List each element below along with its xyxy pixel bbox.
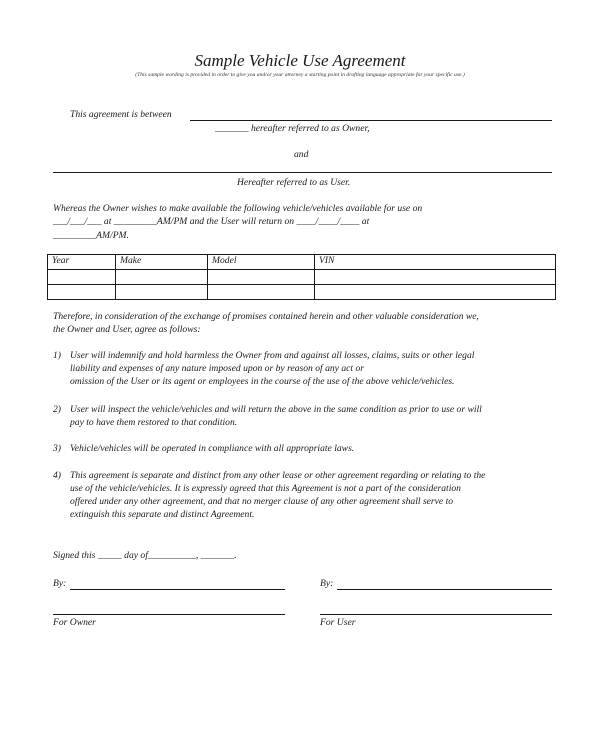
clause-4-line: use of the vehicle/vehicles. It is expressly agreed that this Agreement is not a part of the consideration	[70, 483, 461, 494]
clause-number: 2)	[53, 404, 61, 415]
by-owner-label: By:	[53, 578, 67, 589]
cell[interactable]	[48, 270, 116, 285]
clause-number: 1)	[53, 350, 61, 361]
for-owner-label: For Owner	[53, 617, 96, 628]
col-make: Make	[116, 255, 208, 270]
whereas-line-2: ___/___/___ at _________AM/PM and the User will return on ____/____/____ at	[53, 216, 370, 227]
vehicle-table	[47, 254, 556, 300]
document-title: Sample Vehicle Use Agreement	[194, 51, 406, 70]
user-signature-line[interactable]	[337, 589, 552, 590]
clause-1-line: omission of the User or its agent or employees in the course of the use of the above vehicle/vehicles.	[70, 376, 455, 387]
clause-3-line: Vehicle/vehicles will be operated in compliance with all appropriate laws.	[70, 443, 355, 454]
whereas-line-3: _________AM/PM.	[53, 230, 129, 241]
document-note: (This sample wording is provided in order to give you and/or your attorney a starting point in drafting language appropriate for your specific use.)	[135, 72, 465, 78]
col-vin: VIN	[315, 255, 556, 270]
clause-4-line: This agreement is separate and distinct from any other lease or other agreement regarding or relating to the	[70, 470, 486, 481]
cell[interactable]	[48, 285, 116, 300]
owner-printed-name-line[interactable]	[53, 614, 285, 615]
signed-date-line: Signed this _____ day of__________, _______.	[53, 550, 237, 561]
cell[interactable]	[116, 270, 208, 285]
cell[interactable]	[315, 285, 556, 300]
cell[interactable]	[208, 270, 315, 285]
cell[interactable]	[208, 285, 315, 300]
user-printed-name-line[interactable]	[320, 614, 552, 615]
owner-reference: _______ hereafter referred to as Owner,	[215, 123, 370, 134]
between-label: This agreement is between	[70, 109, 172, 120]
table-row[interactable]	[48, 285, 556, 300]
clause-2-line: User will inspect the vehicle/vehicles and will return the above in the same condition as prior to use or will	[70, 404, 482, 415]
col-year: Year	[48, 255, 116, 270]
by-user-label: By:	[320, 578, 334, 589]
cell[interactable]	[315, 270, 556, 285]
and-label: and	[294, 149, 309, 160]
user-reference: Hereafter referred to as User.	[237, 177, 351, 188]
clause-2-line: pay to have them restored to that condition.	[70, 417, 238, 428]
clause-number: 3)	[53, 443, 61, 454]
table-row[interactable]	[48, 270, 556, 285]
clause-1-line: liability and expenses of any nature imposed upon or by reason of any act or	[70, 363, 364, 374]
clause-4-line: offered under any other agreement, and that no merger clause of any other agreement shall serve to	[70, 496, 454, 507]
clause-1-line: User will indemnify and hold harmless the Owner from and against all losses, claims, suits or other legal	[70, 350, 475, 361]
cell[interactable]	[116, 285, 208, 300]
user-name-line[interactable]	[53, 172, 552, 173]
whereas-line-1: Whereas the Owner wishes to make available the following vehicle/vehicles available for use on	[53, 203, 423, 214]
col-model: Model	[208, 255, 315, 270]
table-header-row	[48, 255, 556, 270]
clause-number: 4)	[53, 470, 61, 481]
therefore-line-1: Therefore, in consideration of the exchange of promises contained herein and other valuable consideration we,	[53, 311, 479, 322]
clause-4-line: extinguish this separate and distinct Agreement.	[70, 509, 255, 520]
for-user-label: For User	[320, 617, 356, 628]
owner-name-line[interactable]	[190, 120, 552, 121]
owner-signature-line[interactable]	[70, 589, 285, 590]
therefore-line-2: the Owner and User, agree as follows:	[53, 324, 201, 335]
